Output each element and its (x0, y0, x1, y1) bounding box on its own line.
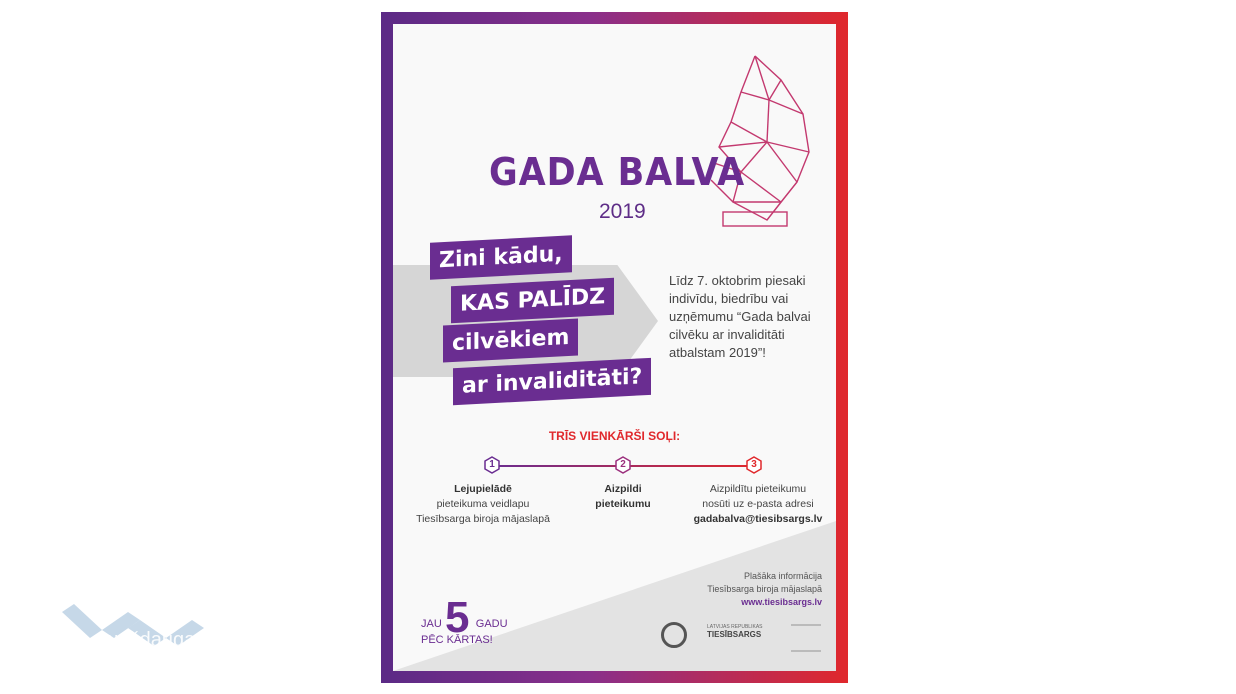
library-logo-icon (791, 624, 821, 652)
step-3-line2: Aizpildītu pieteikumu (709, 483, 807, 495)
step-1-number: 1 (489, 459, 495, 470)
anniversary-gadu: GADU (475, 618, 508, 630)
step-2-number: 2 (620, 459, 626, 470)
intro-text: Līdz 7. oktobrim piesaki indivīdu, biedrību vai uzņēmumu “Gada balvai cilvēku ar invaliditāti atbalstam 2019”! (669, 273, 811, 360)
page-title: GADA BALVA (489, 150, 746, 194)
trophy-icon (711, 52, 815, 230)
step-2-hex-icon (614, 456, 632, 474)
question-line-3: cilvēkiem (443, 318, 578, 362)
question-line-2: KAS PALĪDZ (451, 278, 614, 324)
step-2-title: Aizpildi (604, 483, 642, 495)
info-block (707, 570, 822, 609)
step-1-line3: Tiesībsarga biroja mājaslapā (416, 513, 550, 525)
logo-big-text: TIESĪBSARGS (707, 630, 762, 639)
watermark-logo (62, 604, 392, 660)
watermark-text: Augšdaugavas novads (94, 629, 297, 651)
tiesibsargs-logo (707, 624, 762, 638)
info-line-2: Tiesībsarga biroja mājaslapā (707, 584, 822, 594)
question-line-4: ar invaliditāti? (453, 358, 651, 405)
step-1 (408, 482, 558, 527)
step-1-title: Lejupielādē (454, 483, 512, 495)
steps-title: TRĪS VIENKĀRŠI SOĻI: (548, 429, 681, 443)
poster (393, 24, 836, 671)
anniversary-line-2: PĒC KĀRTAS! (421, 634, 493, 646)
step-2-line2: pieteikumu (595, 498, 651, 510)
step-1-hex-icon (483, 456, 501, 474)
step-3-hex-icon (745, 456, 763, 474)
logo-small-text: LATVIJAS REPUBLIKAS (707, 624, 763, 630)
step-3-number: 3 (751, 459, 757, 470)
info-url-link[interactable]: www.tiesibsargs.lv (741, 597, 822, 607)
step-2 (568, 482, 678, 512)
question-line-1: Zini kādu, (430, 235, 572, 279)
anniversary-number: 5 (445, 593, 470, 642)
logos-row (661, 620, 836, 660)
poster-frame (381, 12, 848, 683)
step-3-email[interactable]: gadabalva@tiesibsargs.lv (693, 513, 823, 525)
ombudsman-emblem-icon (661, 622, 687, 648)
year-label: 2019 (599, 200, 646, 223)
anniversary-jau: JAU (421, 618, 442, 630)
step-3 (668, 482, 836, 527)
step-3-line3: nosūti uz e-pasta adresi (702, 498, 814, 510)
info-line-1: Plašāka informācija (743, 571, 822, 581)
step-1-line2: pieteikuma veidlapu (436, 498, 530, 510)
